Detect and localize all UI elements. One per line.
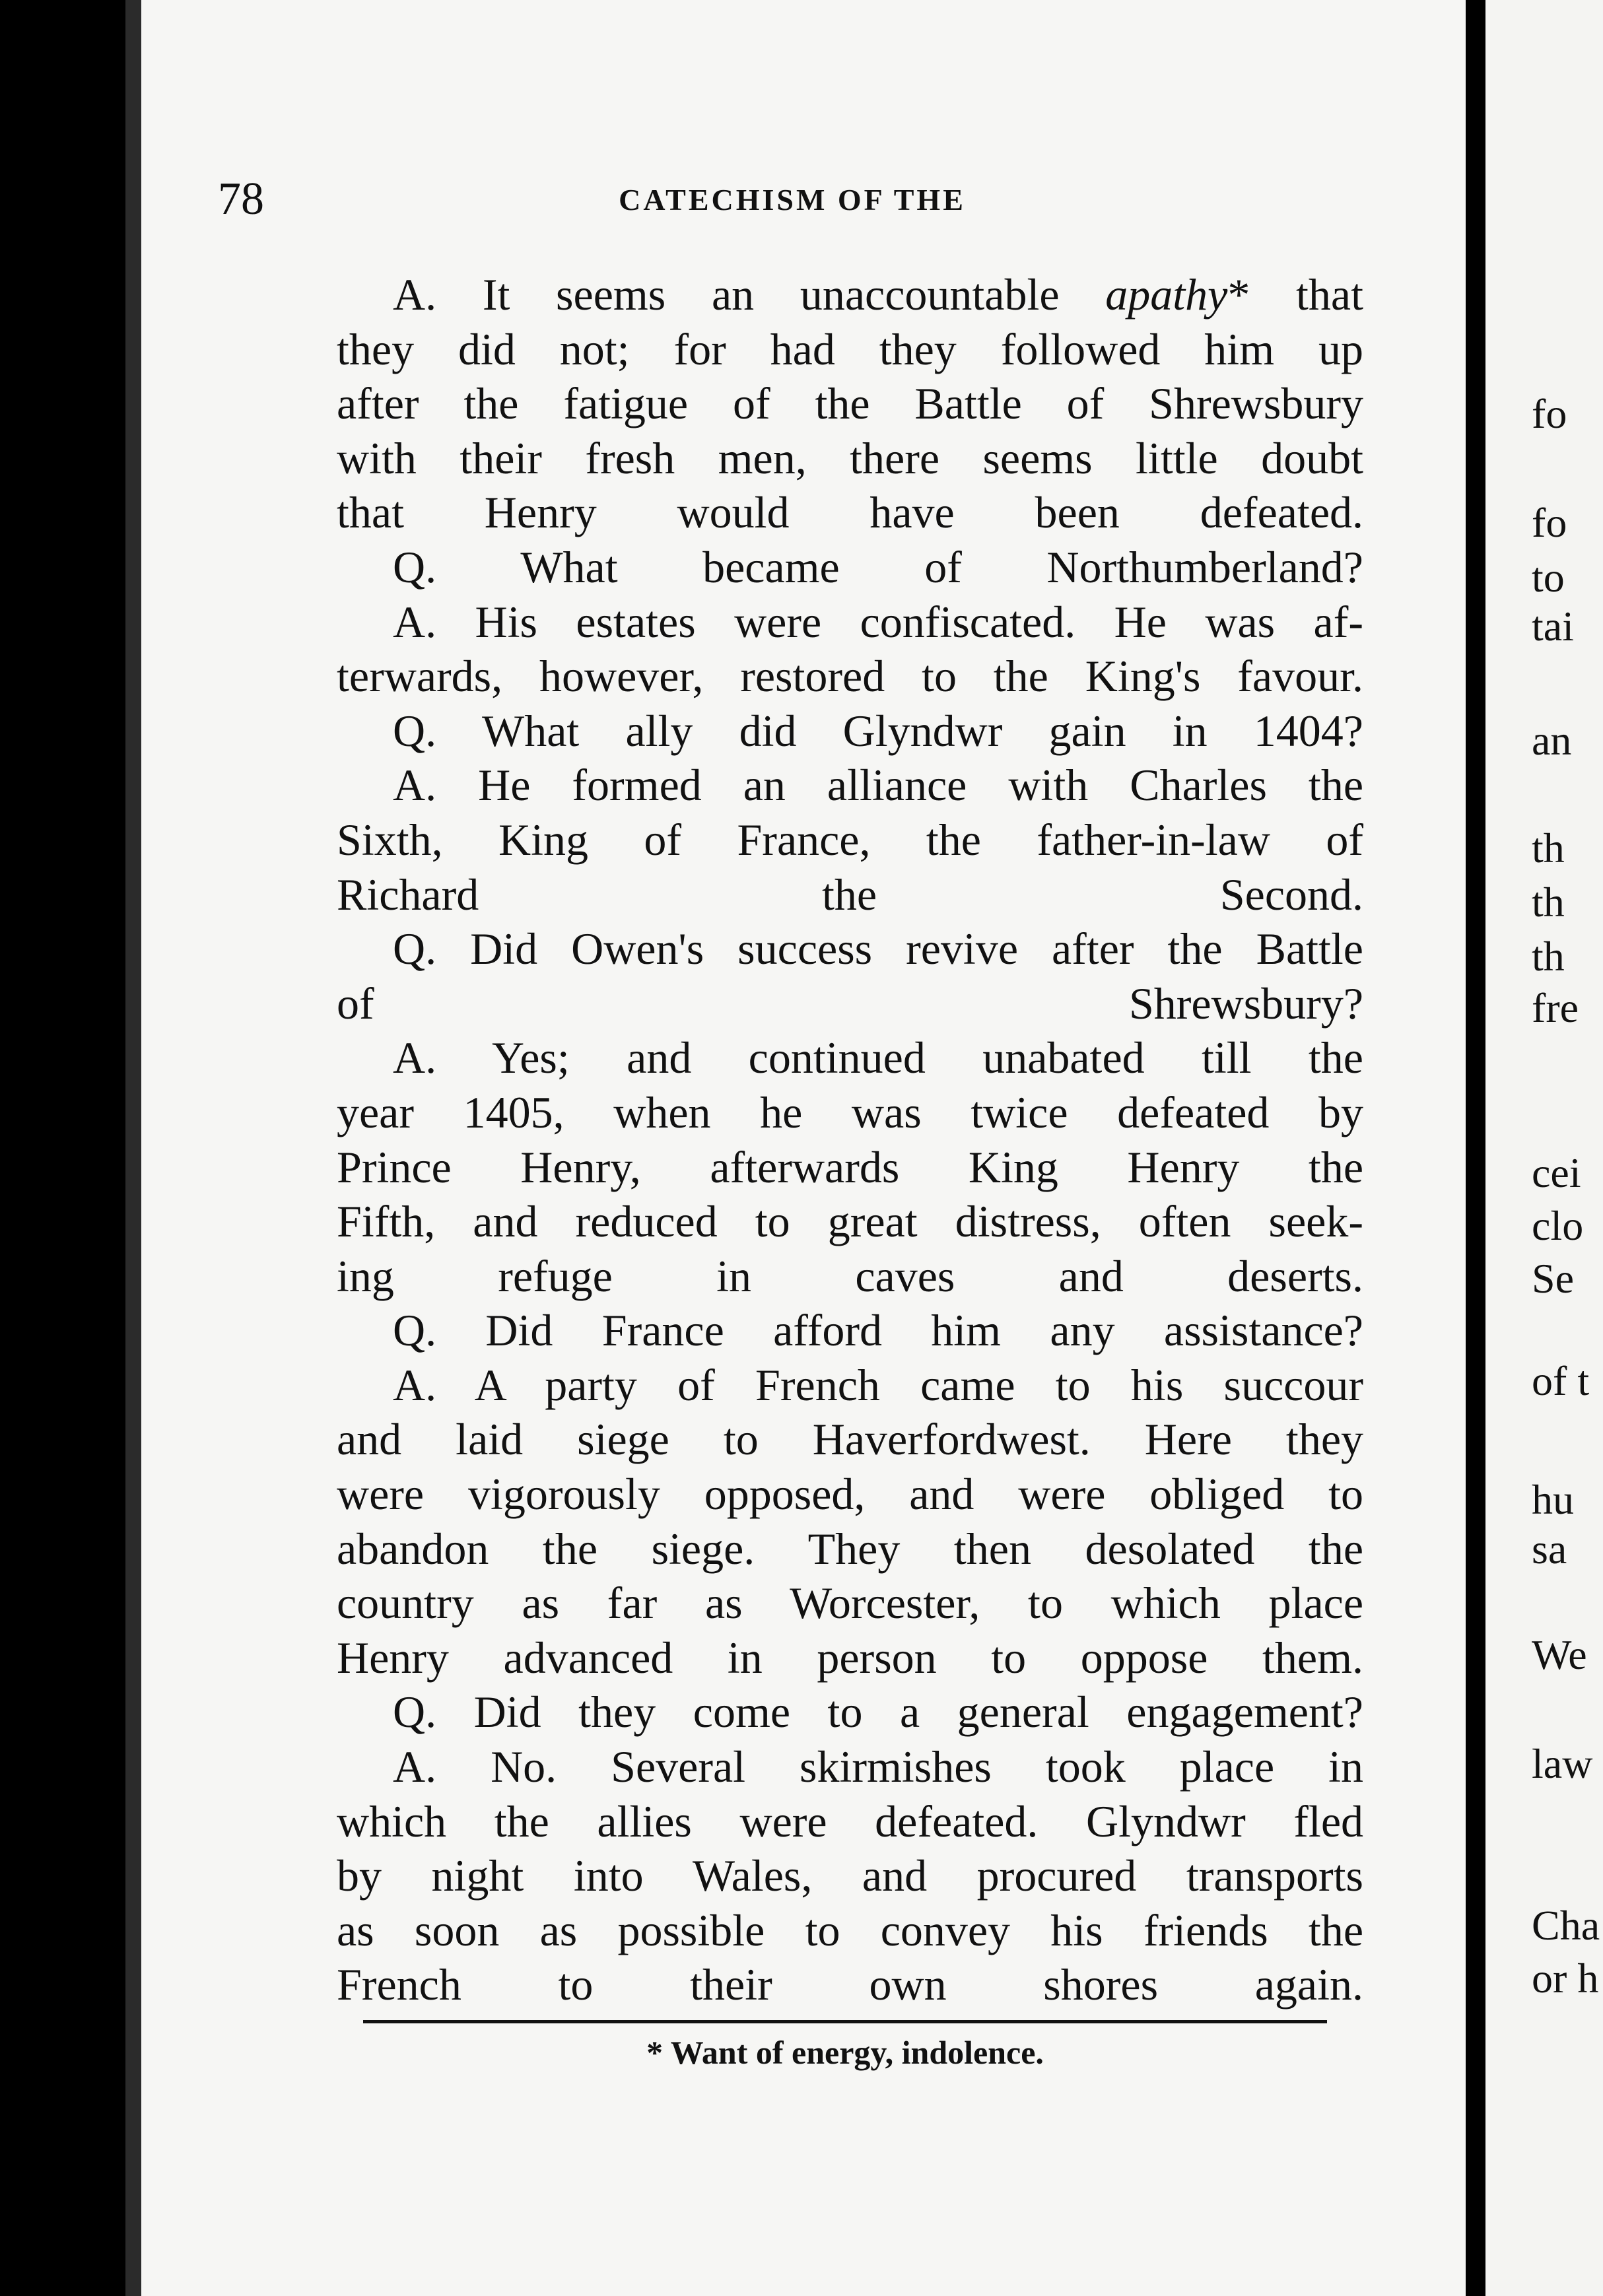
facing-page-fragment: fo <box>1532 390 1567 437</box>
text-line: Sixth, King of France, the father-in-law of <box>337 814 1363 865</box>
main-text <box>337 267 1363 2012</box>
answer-paragraph <box>337 1739 1363 2012</box>
text-line: Richard the Second. <box>337 869 1363 920</box>
facing-page-fragment: an <box>1532 717 1572 764</box>
page-header <box>218 173 1367 226</box>
facing-page-fragment: to <box>1532 554 1565 601</box>
question-paragraph <box>337 704 1363 759</box>
facing-page-fragment: th <box>1532 879 1565 926</box>
text-line: as soon as possible to convey his friends the <box>337 1905 1363 1955</box>
text-line: French to their own shores again. <box>337 1959 1363 2010</box>
facing-page-fragment: Cha <box>1532 1902 1600 1949</box>
facing-page-fragment: th <box>1532 933 1565 980</box>
text-line: Q. Did they come to a general engagement? <box>393 1687 1363 1738</box>
facing-page-fragment: of t <box>1532 1357 1590 1404</box>
text-line: Prince Henry, afterwards King Henry the <box>337 1141 1363 1192</box>
answer-paragraph <box>337 1030 1363 1303</box>
text-line: A. A party of French came to his succour <box>393 1359 1363 1410</box>
facing-page-fragment: We <box>1532 1631 1587 1678</box>
facing-page-fragment: fo <box>1532 499 1567 546</box>
text-line: and laid siege to Haverfordwest. Here they <box>337 1414 1363 1465</box>
text-line: after the fatigue of the Battle of Shrewsbury <box>337 378 1363 429</box>
text-line: by night into Wales, and procured transports <box>337 1850 1363 1901</box>
text-line: A. It seems an unaccountable apathy* that <box>393 269 1364 320</box>
facing-page-fragment: law <box>1532 1740 1593 1787</box>
text-line: country as far as Worcester, to which place <box>337 1578 1363 1629</box>
text-line: A. Yes; and continued unabated till the <box>393 1032 1363 1083</box>
emphasized-word: apathy <box>1105 269 1228 320</box>
facing-page-fragment: fre <box>1532 984 1579 1031</box>
text-line: were vigorously opposed, and were obliged to <box>337 1469 1363 1520</box>
facing-page-fragment: cei <box>1532 1149 1581 1196</box>
facing-page-fragment: hu <box>1532 1476 1574 1523</box>
text-line: year 1405, when he was twice defeated by <box>337 1087 1363 1137</box>
text-line: Fifth, and reduced to great distress, often seek- <box>337 1196 1363 1247</box>
footnote: * Want of energy, indolence. <box>646 2034 1044 2071</box>
facing-page-fragment: or h <box>1532 1955 1599 2002</box>
text-line: Q. What became of Northumberland? <box>393 541 1363 592</box>
running-title: CATECHISM OF THE <box>619 183 966 217</box>
answer-paragraph <box>337 758 1363 922</box>
text-line: Henry advanced in person to oppose them. <box>337 1632 1363 1683</box>
facing-page-fragment: tai <box>1532 603 1574 650</box>
text-line: terwards, however, restored to the King's favour. <box>337 651 1363 702</box>
text-line: that Henry would have been defeated. <box>337 487 1363 538</box>
text-line: they did not; for had they followed him up <box>337 323 1363 374</box>
question-paragraph <box>337 922 1363 1030</box>
facing-page-fragment: Se <box>1532 1255 1574 1302</box>
question-paragraph <box>337 540 1363 595</box>
facing-page-fragment: th <box>1532 825 1565 871</box>
text-line: abandon the siege. They then desolated the <box>337 1523 1363 1574</box>
facing-page-fragment: clo <box>1532 1202 1584 1249</box>
answer-paragraph <box>337 595 1363 704</box>
text-line: Q. Did France afford him any assistance? <box>393 1305 1363 1356</box>
answer-paragraph <box>337 267 1363 540</box>
question-paragraph <box>337 1303 1363 1358</box>
text-line: of Shrewsbury? <box>337 978 1363 1029</box>
footnote-rule <box>363 2020 1327 2023</box>
text-line: A. No. Several skirmishes took place in <box>393 1741 1363 1792</box>
page-number: 78 <box>218 174 264 224</box>
text-line: Q. What ally did Glyndwr gain in 1404? <box>393 705 1363 756</box>
question-paragraph <box>337 1685 1363 1739</box>
text-line: which the allies were defeated. Glyndwr fled <box>337 1796 1363 1846</box>
facing-page-fragment: sa <box>1532 1526 1567 1572</box>
text-line: A. He formed an alliance with Charles the <box>393 760 1363 811</box>
text-line: A. His estates were confiscated. He was af- <box>393 596 1363 647</box>
text-line: ing refuge in caves and deserts. <box>337 1250 1363 1301</box>
answer-paragraph <box>337 1358 1363 1685</box>
text-line: with their fresh men, there seems little doubt <box>337 432 1363 483</box>
facing-page <box>1485 0 1603 2296</box>
text-line: Q. Did Owen's success revive after the Battle <box>393 924 1363 974</box>
